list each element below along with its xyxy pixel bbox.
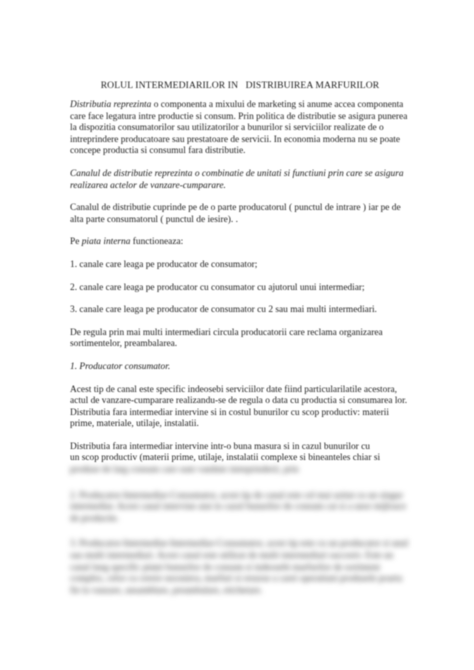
paragraph-channel-definition: Canalul de distributie reprezinta o combinatie de unitati si functiuni prin care se asigura realizarea actelor de vanzare-cumparare. bbox=[70, 168, 404, 191]
term-distribution: Distributia reprezinta bbox=[70, 100, 152, 110]
text-line: un scop productiv (materii prime, utilaje, instalatii complexe si bineanteles chiar si bbox=[70, 453, 381, 464]
paragraph-distribution-definition bbox=[70, 100, 410, 158]
list-item-1: 1. canale care leaga pe producator de consumator; bbox=[70, 259, 258, 270]
document-title: ROLUL INTERMEDIARILOR IN DISTRIBUIREA MARFURILOR bbox=[100, 80, 380, 91]
text-fragment: functioneaza: bbox=[130, 237, 184, 248]
section-heading-producer-consumer: 1. Producator consumator. bbox=[70, 361, 171, 372]
term-internal-market: piata interna bbox=[81, 237, 131, 248]
paragraph-multiple-intermediaries: De regula prin mai multi intermediari circula producatorii care reclama organizarea sortimentelor, preambalarea. bbox=[70, 327, 383, 350]
paragraph-channel-specific: Acest tip de canal este specific indeosebi serviciilor date fiind particularilatile acestora, actul de vanzare-cumparare realizandu-se de regula o data cu productia si consumarea lor. Distributia fara intermediar intervine si in costul bunurilor cu scop productiv: materii prime, materiale, utilaje, instalatii. bbox=[70, 384, 408, 430]
list-item-2: 2. canale care leaga pe producator cu consumator cu ajutorul unui intermediar; bbox=[70, 282, 365, 293]
list-item-3: 3. canale care leaga pe producator de consumator cu 2 sau mai multi intermediari. bbox=[70, 305, 377, 316]
paragraph-internal-market bbox=[70, 237, 410, 249]
paragraph-channel-composition: Canalul de distributie cuprinde pe de o parte producatorul ( punctul de intrare ) iar pe de alta parte consumatorul ( punctul de iesire). . bbox=[70, 203, 401, 225]
text-fragment: Pe bbox=[70, 237, 82, 248]
text-line-blurred: produse de larg consum care sunt vandute intreprinderii, prin bbox=[70, 465, 299, 476]
text-line: Distributia fara intermediar intervine intr-o buna masura si in cazul bunurilor cu bbox=[70, 441, 370, 452]
paragraph-blurred-section-3: 3. Producator-Intermediar-Intermediar-Consumator, acest tip este cu un producator si unul sau multi intermediari. Acest canal este utilizat de multi intermediari succesiv. Este un canal lung specific pieței bunurilor de consum si indeosebi marfurilor de sortiment complex, celor cu cerere sezoniera, marfuri si resurse a carei operatiuni produsele poarta fie la vanzare, ansamblare, preambalare, etichetare. bbox=[70, 539, 409, 596]
paragraph-blurred-section-2: 2. Producator-Intermediar-Consumator, acest tip de canal este cel mai uzitat cu un singur intermediar. Acest canal intervine atat in cazul bunurilor de consum cat si a unor mijloace de productie. bbox=[70, 490, 407, 524]
paragraph-no-intermediary bbox=[70, 442, 410, 477]
paragraph-text: o componenta a mixului de marketing si anume accea componenta care face legatura intre productie si consum. Prin politica de distributie se asigura punerea la dispozitia consumatorilor sau utilizatorilor a bunurilor si serviciilor realizate de o intreprindere producatoare sau prestatoare de servicii. In economia moderna nu se poate concepe productia si consumul fara distributie. bbox=[70, 100, 408, 157]
